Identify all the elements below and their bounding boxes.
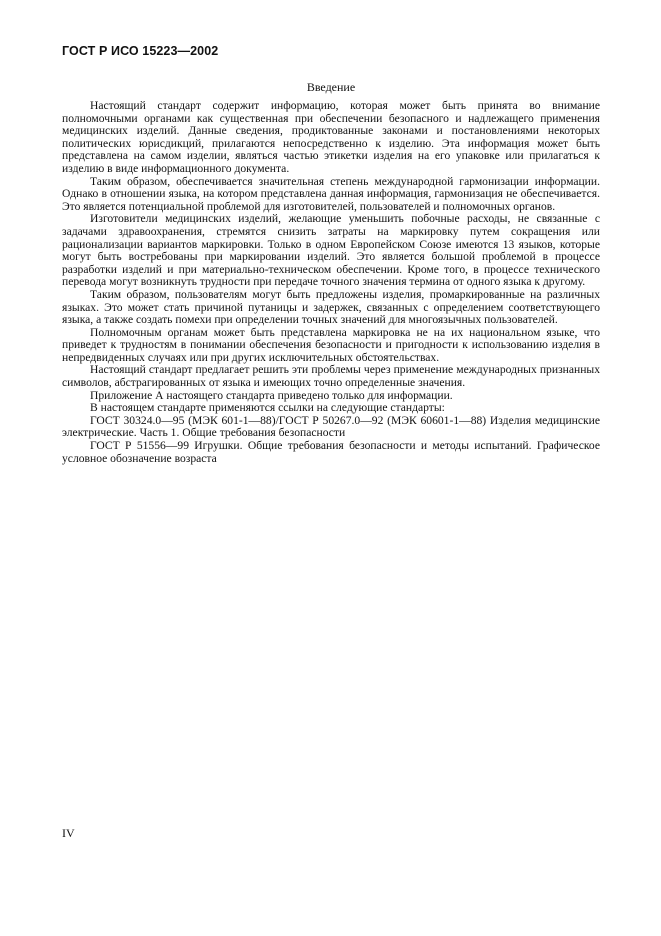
reference-item: ГОСТ Р 51556—99 Игрушки. Общие требования безопасности и методы испытаний. Графическое условное обозначение возраста bbox=[62, 439, 600, 465]
document-body bbox=[62, 100, 600, 465]
paragraph: Полномочным органам может быть представлена маркировка не на их национальном языке, что приведет к трудностям в понимании обеспечения безопасности и пригодности к использованию изделия в непредвиденных случаях или при других исключительных обстоятельствах. bbox=[62, 325, 600, 364]
paragraph: Настоящий стандарт содержит информацию, которая может быть принята во внимание полномочными органами как существенная при обеспечении безопасного и надлежащего применения медицинских изделий. Данные сведения, продиктованные законами и постановлениями некоторых политических юрисдикций, прилагаются непосредственно к изделию. Эта информация может быть представлена на самом изделии, являться частью этикетки изделия на его упаковке или прилагаться к изделию в виде информационного документа. bbox=[62, 99, 600, 175]
paragraph: Изготовители медицинских изделий, желающие уменьшить побочные расходы, не связанные с задачами здравоохранения, стремятся снизить затраты на маркировку путем сокращения или рационализации вариантов маркировки. Только в одном Европейском Союзе имеются 13 языков, которые могут быть востребованы при маркировании изделий. Это является большой проблемой в процессе разработки изделий и при материально-техническом обеспечении. Кроме того, в процессе технического перевода могут возникнуть трудности при передаче точного значения термина от одного языка к другому. bbox=[62, 212, 600, 289]
reference-item: ГОСТ 30324.0—95 (МЭК 601-1—88)/ГОСТ Р 50267.0—92 (МЭК 60601-1—88) Изделия медицинские электрические. Часть 1. Общие требования безопасности bbox=[62, 413, 600, 440]
paragraph: В настоящем стандарте применяются ссылки на следующие стандарты: bbox=[90, 401, 445, 415]
page-number: IV bbox=[62, 826, 75, 840]
paragraph: Таким образом, пользователям могут быть предложены изделия, промаркированные на различных языках. Это может стать причиной путаницы и задержек, связанных с определением соответствующего языка, а также создать помехи при определении точных значений для многоязычных пользователей. bbox=[62, 287, 600, 327]
paragraph: Приложение А настоящего стандарта приведено только для информации. bbox=[90, 388, 453, 402]
section-title: Введение bbox=[306, 80, 356, 94]
paragraph: Настоящий стандарт предлагает решить эти проблемы через применение международных признанных символов, абстрагированных от языка и имеющих точно определенные значения. bbox=[62, 363, 600, 390]
paragraph: Таким образом, обеспечивается значительная степень международной гармонизации информации. Однако в отношении языка, на котором представлена данная информация, гармонизация не обеспечивается. Это является потенциальной проблемой для изготовителей, пользователей и полномочных органов. bbox=[62, 174, 600, 213]
document-header: ГОСТ Р ИСО 15223—2002 bbox=[62, 44, 219, 58]
